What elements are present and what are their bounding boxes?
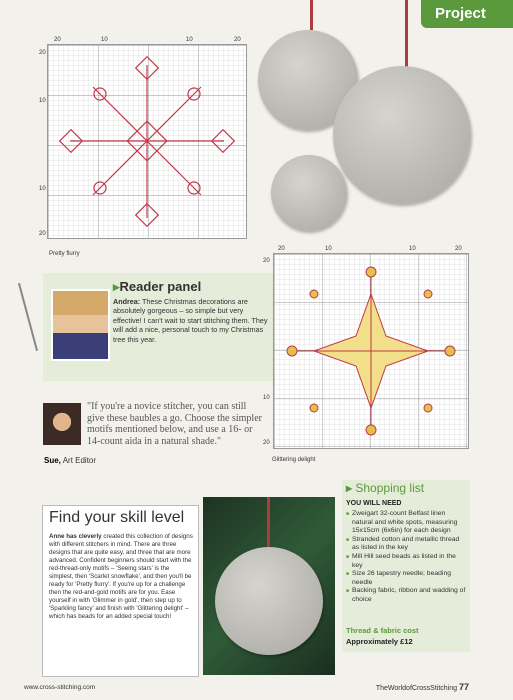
reader-panel-title	[113, 279, 201, 295]
skill-title: Find your skill level	[49, 509, 185, 526]
x-tick: 10	[186, 37, 193, 43]
bauble-photo	[271, 155, 347, 231]
cost-value: Approximately £12	[346, 637, 413, 646]
shopping-items	[346, 510, 466, 605]
editor-role: Art Editor	[62, 456, 97, 465]
pattern-chart-pretty-flurry	[47, 44, 247, 239]
shopping-list-panel	[342, 480, 470, 652]
ribbon	[267, 497, 270, 549]
needle-icon	[18, 283, 38, 351]
y-tick: 10	[39, 186, 46, 192]
list-item: ■ Backing fabric, ribbon and wadding of choice	[346, 587, 466, 604]
section-tab: Project	[421, 0, 513, 28]
skill-lead: Anne has cleverly	[49, 533, 102, 540]
list-item: ■ Mill Hill seed beads as listed in the key	[346, 553, 466, 570]
x-tick: 10	[101, 37, 108, 43]
x-tick: 20	[54, 37, 61, 43]
x-tick: 10	[409, 246, 416, 252]
ribbon	[405, 0, 408, 70]
reader-panel	[43, 273, 273, 381]
shopping-list-title-text: Shopping list	[355, 481, 425, 495]
triangle-icon: ▸	[113, 279, 120, 294]
chart-grid	[48, 45, 246, 238]
editor-photo	[43, 403, 81, 445]
bauble-photo	[333, 66, 471, 204]
list-item: ■ Stranded cotton and metallic thread as listed in the key	[346, 536, 466, 553]
editor-quote: "If you're a novice stitcher, you can still give these baubles a go. Choose the simpler motifs mentioned below, and use a 16- or 14-count aida in a natural shade."	[87, 401, 262, 447]
chart-caption: Pretty flurry	[49, 251, 80, 257]
triangle-icon: ▸	[346, 481, 353, 495]
editor-name: Sue,	[44, 456, 61, 465]
reader-name: Andrea:	[113, 297, 141, 306]
list-item: ■ Zweigart 32-count Belfast linen natural and white spots, measuring 15x15cm (6x6in) for each design	[346, 510, 466, 536]
reader-comment: These Christmas decorations are absolutely gorgeous – so simple but very effective! I can't wait to start stitching them. They will add a nice, personal touch to my Christmas tree this year.	[113, 297, 268, 344]
x-tick: 20	[234, 37, 241, 43]
y-tick: 10	[263, 395, 270, 401]
tree-bauble-photo	[203, 497, 335, 675]
y-tick: 20	[263, 258, 270, 264]
bauble-photo	[215, 547, 323, 655]
x-tick: 10	[325, 246, 332, 252]
x-tick: 20	[455, 246, 462, 252]
ribbon	[310, 0, 313, 30]
shopping-list-title	[342, 480, 470, 496]
footer-magazine	[376, 682, 469, 692]
page-number: 77	[458, 682, 469, 692]
magazine-name: TheWorldofCrossStitching	[375, 685, 458, 692]
editor-credit	[44, 456, 96, 465]
skill-text	[49, 533, 193, 621]
y-tick: 10	[39, 98, 46, 104]
y-tick: 20	[39, 231, 46, 237]
y-tick: 20	[39, 50, 46, 56]
reader-panel-title-text: Reader panel	[119, 279, 202, 294]
chart-grid	[274, 254, 468, 448]
skill-body: created this collection of designs with different stitchers in mind. There are three designs that are quite easy, and three that are more advanced. Confident beginners should start with the red-thread-only motifs – 'Seeing stars' is the simplest, then 'Scarlet snowflake', and then you'll be ready for 'Pretty flurry'. If you're up for a challenge then the red-and-gold motifs are for you. Ease yourself in with 'Glimmer in gold', then step up to 'Sparkling fancy' and finish with 'Glittering delight' – which has beads for an added special touch!	[49, 533, 193, 620]
footer-url: www.cross-stitching.com	[24, 684, 96, 691]
x-tick: 20	[278, 246, 285, 252]
reader-panel-text	[113, 297, 268, 344]
pattern-chart-glittering-delight	[273, 253, 469, 449]
chart-caption: Glittering delight	[272, 457, 316, 463]
list-item: ■ Size 26 tapestry needle; beading needle	[346, 570, 466, 587]
reader-photo	[51, 289, 110, 361]
y-tick: 20	[263, 440, 270, 446]
cost-label: Thread & fabric cost	[346, 626, 419, 635]
need-label: YOU WILL NEED	[346, 500, 402, 507]
skill-level-box	[42, 505, 199, 677]
star-motif	[287, 267, 455, 435]
